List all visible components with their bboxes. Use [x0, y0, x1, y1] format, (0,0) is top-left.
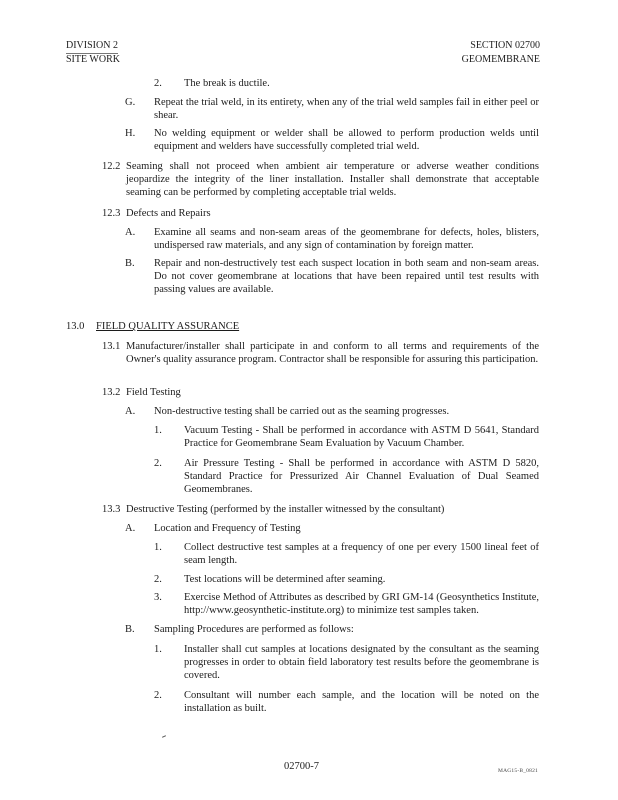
item-text: Test locations will be determined after seaming. [184, 574, 386, 585]
item-text: Repair and non-destructively test each suspect location in both seam and non-seam areas. Do not cover geomembrane at locations that have been repaired until test results with passing values are available. [154, 258, 539, 295]
section-number: 13.3 [102, 504, 121, 515]
item-number: 1. [154, 542, 162, 553]
item-text: Exercise Method of Attributes as described by GRI GM-14 (Geosynthetics Institute, http://www.geosynthetic-institute.org) to minimize test samples taken. [184, 592, 539, 616]
item-text: Collect destructive test samples at a frequency of one per every 1500 lineal feet of seam length. [184, 542, 539, 566]
division-label: DIVISION 2 [66, 40, 118, 54]
item-number: H. [125, 128, 136, 139]
item-number: A. [125, 406, 136, 417]
section-number: 12.3 [102, 208, 121, 219]
item-text: Sampling Procedures are performed as follows: [154, 624, 354, 635]
item-text: Air Pressure Testing - Shall be performed in accordance with ASTM D 5820, Standard Practice for Pressurized Air Channel Evaluation of Dual Seamed Geomembranes. [184, 458, 539, 495]
item-text: No welding equipment or welder shall be allowed to perform production welds until equipment and welders have successfully completed trial weld. [154, 128, 539, 152]
item-text: Non-destructive testing shall be carried out as the seaming progresses. [154, 406, 450, 417]
subject-label: GEOMEMBRANE [461, 54, 540, 65]
section-title: Field Testing [126, 387, 181, 398]
item-number: 2. [154, 458, 162, 469]
section-title: FIELD QUALITY ASSURANCE [96, 321, 240, 332]
item-text: Location and Frequency of Testing [154, 523, 301, 534]
item-number: 2. [154, 78, 162, 89]
scan-speck [162, 735, 166, 738]
section-label: SECTION 02700 [470, 40, 540, 51]
document-code: MAG15-B_0821 [498, 768, 538, 774]
section-number: 13.0 [66, 321, 85, 332]
section-number: 13.1 [102, 341, 121, 352]
item-number: 1. [154, 425, 162, 436]
section-number: 13.2 [102, 387, 121, 398]
section-title: Destructive Testing (performed by the installer witnessed by the consultant) [126, 504, 445, 515]
section-title: Defects and Repairs [126, 208, 211, 219]
section-number: 12.2 [102, 161, 121, 172]
item-number: 3. [154, 592, 162, 603]
item-text: Manufacturer/installer shall participate in and conform to all terms and requirements of the Owner's quality assurance program. Contractor shall be responsible for assuring this participation. [126, 341, 539, 365]
item-number: A. [125, 523, 136, 534]
item-text: Consultant will number each sample, and the location will be noted on the installation as built. [184, 690, 539, 714]
item-number: 2. [154, 574, 162, 585]
page-number: 02700-7 [284, 761, 319, 772]
work-label: SITE WORK [66, 54, 120, 65]
item-number: 2. [154, 690, 162, 701]
item-number: 1. [154, 644, 162, 655]
item-number: G. [125, 97, 136, 108]
item-number: A. [125, 227, 136, 238]
page-header [66, 40, 540, 66]
item-text: Repeat the trial weld, in its entirety, when any of the trial weld samples fail in either peel or shear. [154, 97, 539, 121]
item-text: Installer shall cut samples at locations designated by the consultant as the seaming progresses in order to obtain field laboratory test results before the geomembrane is covered. [184, 644, 539, 681]
item-number: B. [125, 624, 135, 635]
item-number: B. [125, 258, 135, 269]
item-text: Examine all seams and non-seam areas of the geomembrane for defects, holes, blisters, undispersed raw materials, and any sign of contamination by foreign matter. [154, 227, 539, 251]
item-text: Seaming shall not proceed when ambient air temperature or adverse weather conditions jeopardize the integrity of the liner installation. Installer shall demonstrate that acceptable seaming can be performed by completing acceptable trial welds. [126, 161, 539, 198]
item-text: The break is ductile. [184, 78, 270, 89]
item-text: Vacuum Testing - Shall be performed in accordance with ASTM D 5641, Standard Practice for Geomembrane Seam Evaluation by Vacuum Chamber. [184, 425, 539, 449]
